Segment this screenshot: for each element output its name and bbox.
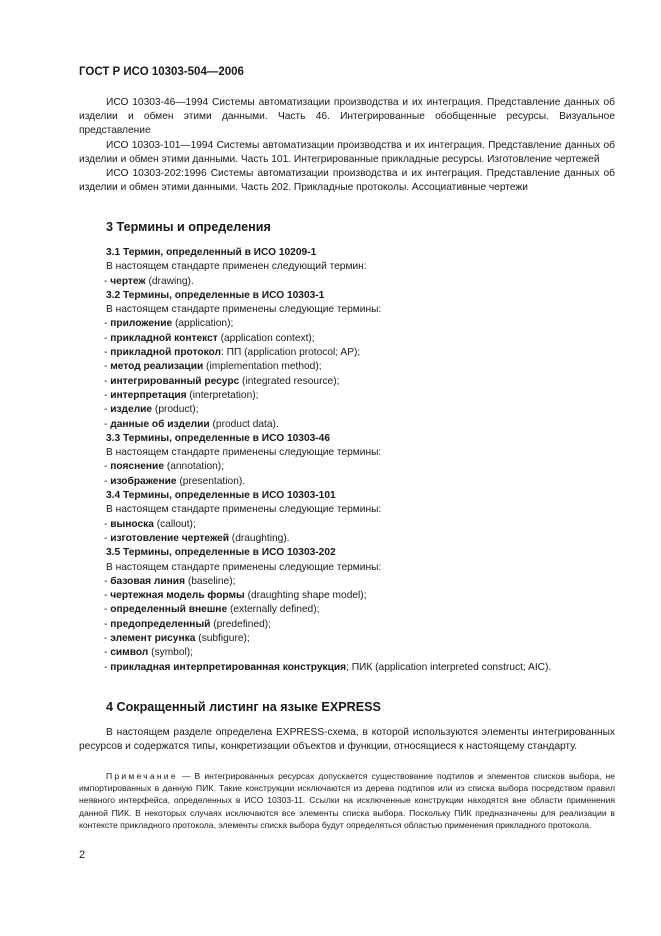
term-list-item: - интерпретация (interpretation); bbox=[104, 389, 259, 401]
term-list-item: - выноска (callout); bbox=[104, 518, 196, 530]
term-list-item: - приложение (application); bbox=[104, 318, 234, 330]
term-translation: (symbol); bbox=[148, 647, 193, 659]
term-translation: ; ПИК (application interpreted construct; AIC). bbox=[346, 661, 552, 673]
subsection-intro: В настоящем стандарте применены следующие термины: bbox=[106, 561, 382, 573]
term-list-item: - изображение (presentation). bbox=[104, 475, 246, 487]
term-name: изделие bbox=[110, 404, 153, 416]
term-list-item: - чертежная модель формы (draughting shape model); bbox=[104, 590, 367, 602]
note-text: — В интегрированных ресурсах допускается существование подтипов и элементов списков выбора, не импортированных в данную ПИК. Такие конструкции исключаются из дерева подтипов или из списка выбора посредством правил неявного интерфейса, определенных в ИСО 10303-11. Ссылки на исключенные конструкции находятся вне области применения данной ПИК. В некоторых случаях исключаются все элементы списка выбора. Поскольку ПИК предназначены для реализации в контексте прикладного протокола, элементы списка выбора будут определяться областью применения прикладного протокола. bbox=[79, 771, 615, 830]
term-translation: (externally defined); bbox=[227, 604, 320, 616]
term-name: пояснение bbox=[110, 461, 164, 473]
term-translation: (product data). bbox=[209, 418, 279, 430]
document-header: ГОСТ Р ИСО 10303-504—2006 bbox=[79, 66, 244, 78]
term-translation: (presentation). bbox=[176, 475, 246, 487]
term-translation: (application context); bbox=[217, 332, 315, 344]
term-name: предопределенный bbox=[110, 618, 211, 630]
term-name: чертеж bbox=[110, 275, 146, 287]
section-3-heading: 3 Термины и определения bbox=[106, 220, 271, 234]
term-list-item: - пояснение (annotation); bbox=[104, 461, 225, 473]
subsection-title: 3.1 Термин, определенный в ИСО 10209-1 bbox=[106, 247, 317, 258]
term-name: изготовление чертежей bbox=[110, 532, 229, 544]
page-number: 2 bbox=[79, 849, 86, 861]
normative-references bbox=[79, 96, 615, 195]
term-translation: (application); bbox=[172, 318, 234, 330]
note-block bbox=[79, 770, 615, 831]
term-name: символ bbox=[110, 647, 149, 659]
term-list-item: - интегрированный ресурс (integrated resource); bbox=[104, 375, 340, 387]
note-label: Примечание bbox=[106, 771, 178, 781]
subsection-intro: В настоящем стандарте применены следующие термины: bbox=[106, 504, 382, 516]
term-name: изображение bbox=[110, 475, 177, 487]
reference-item: ИСО 10303-101—1994 Системы автоматизации производства и их интеграция. Представление данных об изделии и обмен этими данными. Часть 101. Интегрированные прикладные ресурсы. Изготовление чертежей bbox=[79, 139, 615, 165]
subsection-title: 3.4 Термины, определенные в ИСО 10303-101 bbox=[106, 490, 336, 502]
term-name: определенный внешне bbox=[110, 604, 228, 616]
term-name: выноска bbox=[110, 518, 154, 530]
subsection-intro: В настоящем стандарте применены следующие термины: bbox=[106, 447, 382, 459]
term-list-item: - чертеж (drawing). bbox=[104, 275, 194, 287]
term-list-item: - элемент рисунка (subfigure); bbox=[104, 633, 250, 645]
section-4-paragraph: В настоящем разделе определена EXPRESS-схема, в которой используются элементы интегрированных ресурсов и содержатся типы, конкретизации объектов и функции, относящиеся к настоящему стандарту. bbox=[79, 727, 615, 753]
term-list-item: - метод реализации (implementation method); bbox=[104, 361, 322, 373]
term-translation: (drawing). bbox=[145, 275, 194, 287]
term-list-item: - предопределенный (predefined); bbox=[104, 618, 272, 630]
subsection-intro: В настоящем стандарте применены следующие термины: bbox=[106, 304, 382, 316]
term-list-item: - базовая линия (baseline); bbox=[104, 575, 236, 587]
term-name: элемент рисунка bbox=[110, 633, 196, 645]
term-list-item: - символ (symbol); bbox=[104, 647, 193, 659]
term-name: метод реализации bbox=[110, 361, 204, 373]
term-translation: (implementation method); bbox=[203, 361, 322, 373]
reference-item: ИСО 10303-46—1994 Системы автоматизации производства и их интеграция. Представление данных об изделии и обмен этими данными. Часть 46. Интегрированные обобщенные ресурсы. Визуальное представление bbox=[79, 97, 615, 137]
section-4-body bbox=[79, 726, 615, 754]
term-list-item: - определенный внешне (externally defined); bbox=[104, 604, 320, 616]
term-translation: (product); bbox=[152, 404, 199, 416]
term-translation: (subfigure); bbox=[195, 633, 250, 645]
term-list-item: - изделие (product); bbox=[104, 404, 199, 416]
subsection-title: 3.5 Термины, определенные в ИСО 10303-202 bbox=[106, 547, 336, 559]
term-translation: (interpretation); bbox=[186, 389, 259, 401]
term-name: базовая линия bbox=[110, 575, 186, 587]
term-list-item: - прикладной контекст (application context); bbox=[104, 332, 315, 344]
term-translation: (draughting shape model); bbox=[244, 590, 367, 602]
term-name: интегрированный ресурс bbox=[110, 375, 240, 387]
term-translation: (callout); bbox=[153, 518, 196, 530]
term-translation: (annotation); bbox=[164, 461, 225, 473]
reference-item: ИСО 10303-202:1996 Системы автоматизации производства и их интеграция. Представление данных об изделии и обмен этими данными. Часть 202. Прикладные протоколы. Ассоциативные чертежи bbox=[79, 168, 615, 194]
term-name: приложение bbox=[110, 318, 173, 330]
term-translation: (integrated resource); bbox=[239, 375, 340, 387]
section-4-heading: 4 Сокращенный листинг на языке EXPRESS bbox=[106, 700, 381, 714]
term-translation: : ПП (application protocol; AP); bbox=[221, 347, 361, 359]
section-3-body bbox=[106, 246, 616, 675]
term-translation: (baseline); bbox=[185, 575, 236, 587]
term-list-item: - изготовление чертежей (draughting). bbox=[104, 532, 290, 544]
term-name: прикладная интерпретированная конструкция bbox=[110, 661, 347, 673]
term-name: прикладной протокол bbox=[110, 347, 221, 359]
term-list-item: - прикладная интерпретированная конструкция; ПИК (application interpreted construct; AIC). bbox=[104, 661, 552, 673]
term-name: интерпретация bbox=[110, 389, 187, 401]
term-name: чертежная модель формы bbox=[110, 590, 245, 602]
subsection-title: 3.3 Термины, определенные в ИСО 10303-46 bbox=[106, 432, 331, 444]
term-translation: (draughting). bbox=[228, 532, 290, 544]
term-list-item: - данные об изделии (product data). bbox=[104, 418, 279, 430]
subsection-title: 3.2 Термины, определенные в ИСО 10303-1 bbox=[106, 289, 325, 301]
term-translation: (predefined); bbox=[210, 618, 272, 630]
term-name: прикладной контекст bbox=[110, 332, 218, 344]
subsection-intro: В настоящем стандарте применен следующий термин: bbox=[106, 261, 367, 273]
term-name: данные об изделии bbox=[110, 418, 210, 430]
term-list-item: - прикладной протокол: ПП (application protocol; AP); bbox=[104, 347, 361, 359]
